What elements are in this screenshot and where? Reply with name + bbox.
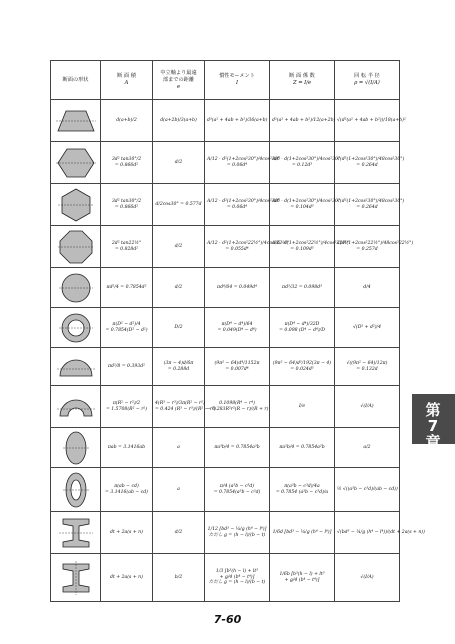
- area-cell: 2d² tan22½° = 0.828d²: [101, 226, 153, 268]
- area-cell: 3d² tan30°/2 = 0.866d²: [101, 142, 153, 184]
- area-cell: πab = 3.1416ab: [101, 428, 153, 468]
- table-row: [51, 100, 400, 142]
- i-beam-shape-icon: [51, 512, 101, 554]
- modulus-cell: πa²b/4 = 0.7854a²b: [270, 428, 335, 468]
- header-area: 断 面 積 A: [101, 61, 153, 100]
- distance-cell: d/2: [153, 142, 205, 184]
- modulus-cell: π(a³b − c³d)/4a = 0.7854 (a³b − c³d)/a: [270, 468, 335, 512]
- distance-cell: b/2: [153, 554, 205, 602]
- section-properties-table: [50, 60, 425, 602]
- header-shape: 断面の形状: [51, 61, 101, 100]
- inertia-cell: πa³b/4 = 0.7854a³b: [205, 428, 270, 468]
- table-row: [51, 512, 400, 554]
- table-row: [51, 386, 400, 428]
- header-radius: 回 転 半 径 ρ = √(I/A): [335, 61, 400, 100]
- inertia-cell: A/12 · d²(1+2cos²22½°)/4cos²22½° = 0.055d⁴: [205, 226, 270, 268]
- table-row: [51, 348, 400, 386]
- area-cell: dt + 2a(s + n): [101, 512, 153, 554]
- distance-cell: d/2: [153, 512, 205, 554]
- hexagon-shape-icon: [51, 142, 101, 184]
- radius-cell: d/4: [335, 268, 400, 308]
- radius-cell: ½ √((a³b − c³d)/(ab − cd)): [335, 468, 400, 512]
- radius-cell: √(I/A): [335, 386, 400, 428]
- header-distance: 中立軸より最遠 部までの距離 e: [153, 61, 205, 100]
- modulus-cell: πd³/32 = 0.098d³: [270, 268, 335, 308]
- radius-cell: √(I/A): [335, 554, 400, 602]
- table-row: [51, 308, 400, 348]
- distance-cell: d(a+2b)/3(a+b): [153, 100, 205, 142]
- semicircle-shape-icon: [51, 348, 101, 386]
- radius-cell: √(bd³ − ¼/g (h⁴ − l⁴))/(dt + 2a(s + n)): [335, 512, 400, 554]
- distance-cell: d/2cos30° = 0.577d: [153, 184, 205, 226]
- area-cell: π(D² − d²)/4 = 0.7854(D² − d²): [101, 308, 153, 348]
- modulus-cell: π(D⁴ − d⁴)/32D = 0.098 (D⁴ − d⁴)/D: [270, 308, 335, 348]
- inertia-cell: π(D⁴ − d⁴)/64 = 0.049(D⁴ − d⁴): [205, 308, 270, 348]
- chapter-tab-line3: 章: [425, 433, 442, 451]
- table-row: [51, 554, 400, 602]
- distance-cell: a: [153, 428, 205, 468]
- table-row: [51, 184, 400, 226]
- radius-cell: √(d²(1+2cos²30°)/48cos²30°) = 0.264d: [335, 142, 400, 184]
- inertia-cell: A/12 · d²(1+2cos²30°)/4cos²30° = 0.06d⁴: [205, 142, 270, 184]
- modulus-cell: d²(a² + 4ab + b²)/12(a+2b): [270, 100, 335, 142]
- distance-cell: d/2: [153, 268, 205, 308]
- distance-cell: d/2: [153, 226, 205, 268]
- half-annulus-shape-icon: [51, 386, 101, 428]
- hollow-ellipse-shape-icon: [51, 468, 101, 512]
- inertia-cell: 0.1098(R⁴ − r⁴) − 0.283R²r²(R − r)/(R + r): [205, 386, 270, 428]
- area-cell: πd²/8 = 0.393d²: [101, 348, 153, 386]
- modulus-cell: 1/6b [b³(h − l) + lt³ + g/4 (b⁴ − t⁴)]: [270, 554, 335, 602]
- table-row: [51, 428, 400, 468]
- modulus-cell: I/e: [270, 386, 335, 428]
- inertia-cell: πd⁴/64 = 0.049d⁴: [205, 268, 270, 308]
- i-beam-rotated-shape-icon: [51, 554, 101, 602]
- inertia-cell: π/4 (a³b − c³d) = 0.7854(a³b − c³d): [205, 468, 270, 512]
- table-row: [51, 142, 400, 184]
- radius-cell: √(d²(1+2cos²22½°)/48cos²22½°) = 0.257d: [335, 226, 400, 268]
- distance-cell: (3π − 4)d/6π = 0.288d: [153, 348, 205, 386]
- trapezoid-shape-icon: [51, 100, 101, 142]
- circle-shape-icon: [51, 268, 101, 308]
- area-cell: 3d² tan30°/2 = 0.866d²: [101, 184, 153, 226]
- inertia-cell: (9π² − 64)d⁴/1152π = 0.007d⁴: [205, 348, 270, 386]
- inertia-cell: 1/3 [b³(h − l) + lt³ + g/4 (b⁴ − t⁴)] ただし g = (h − l)/(b − t): [205, 554, 270, 602]
- distance-cell: 4(R³ − r³)/3π(R² − r²) = 0.424 (R³ − r³)/(R² − r²): [153, 386, 205, 428]
- modulus-cell: 1/6d [bd³ − ¼/g (h⁴ − l⁴)]: [270, 512, 335, 554]
- page-number: 7-60: [213, 613, 242, 626]
- distance-cell: D/2: [153, 308, 205, 348]
- area-cell: dt + 2a(s + n): [101, 554, 153, 602]
- chapter-tab-line1: 第: [425, 401, 442, 419]
- chapter-tab-line2: 7: [427, 417, 440, 435]
- modulus-cell: (9π² − 64)d³/192(3π − 4) = 0.024d³: [270, 348, 335, 386]
- modulus-cell: A/6 · d(1+2cos²22½°)/4cos²22½° = 0.109d³: [270, 226, 335, 268]
- hollow-circle-shape-icon: [51, 308, 101, 348]
- inertia-cell: A/12 · d²(1+2cos²30°)/4cos²30° = 0.06d⁴: [205, 184, 270, 226]
- radius-cell: a/2: [335, 428, 400, 468]
- modulus-cell: A/6 · d(1+2cos²30°)/4cos²30° = 0.104d³: [270, 184, 335, 226]
- radius-cell: √((9π² − 64)/12π) = 0.132d: [335, 348, 400, 386]
- area-cell: πd²/4 = 0.7854d²: [101, 268, 153, 308]
- table-row: [51, 268, 400, 308]
- area-cell: d(a+b)/2: [101, 100, 153, 142]
- inertia-cell: 1/12 [bd³ − ¼/g (h⁴ − l⁴)] ただし g = (h − l)/(b − t): [205, 512, 270, 554]
- header-inertia: 慣性モーメント I: [205, 61, 270, 100]
- inertia-cell: d³(a² + 4ab + b²)/36(a+b): [205, 100, 270, 142]
- distance-cell: a: [153, 468, 205, 512]
- radius-cell: √(d²(a² + 4ab + b²))/18(a+b)²: [335, 100, 400, 142]
- header-modulus: 断 面 係 数 Z = I/e: [270, 61, 335, 100]
- radius-cell: √(D² + d²)/4: [335, 308, 400, 348]
- chapter-tab: [412, 394, 455, 451]
- table-row: [51, 468, 400, 512]
- hexagon-vertex-shape-icon: [51, 184, 101, 226]
- octagon-shape-icon: [51, 226, 101, 268]
- table-header-row: [51, 61, 400, 100]
- area-cell: π(ab − cd) = 3.1416(ab − cd): [101, 468, 153, 512]
- ellipse-shape-icon: [51, 428, 101, 468]
- area-cell: π(R² − r²)/2 = 1.5708(R² − r²): [101, 386, 153, 428]
- modulus-cell: A/6 · d(1+2cos²30°)/4cos²30° = 0.12d³: [270, 142, 335, 184]
- table-row: [51, 226, 400, 268]
- radius-cell: √(d²(1+2cos²30°)/48cos²30°) = 0.264d: [335, 184, 400, 226]
